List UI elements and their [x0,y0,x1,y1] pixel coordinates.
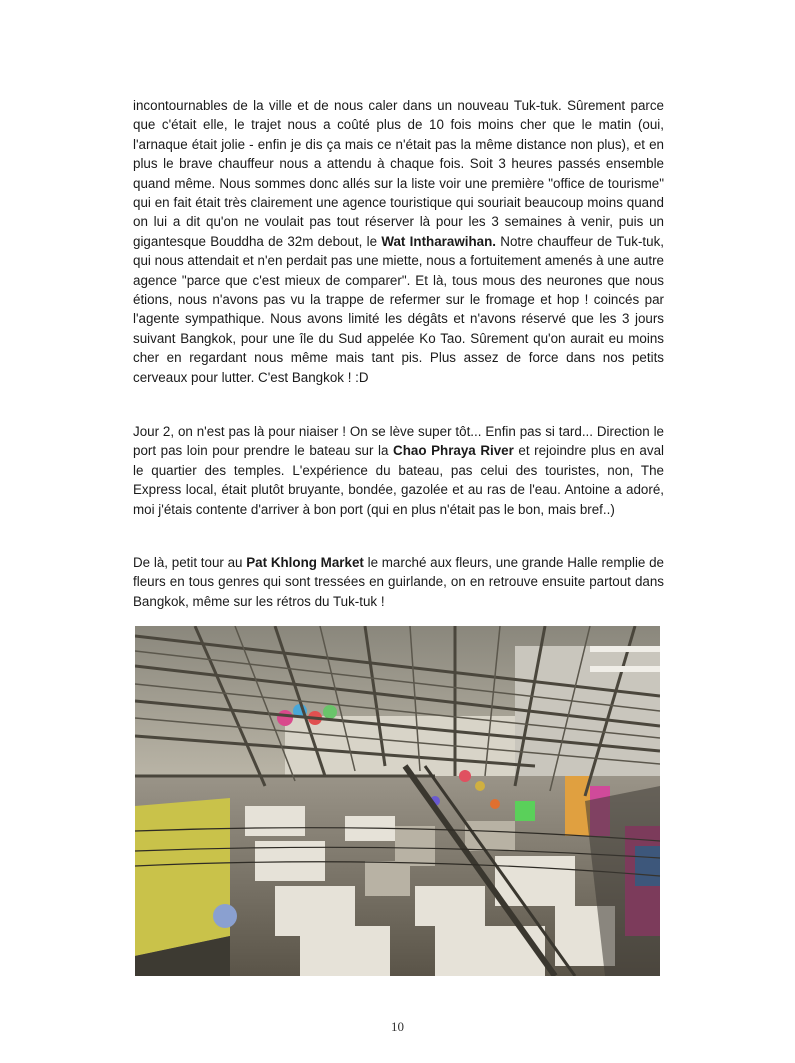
paragraph-1 [133,96,664,387]
chao-phraya-river-name: Chao Phraya River [393,443,514,459]
paragraph-3 [133,553,664,611]
paragraph-3-text-a: De là, petit tour au [133,555,247,570]
paragraph-2-text-a: Jour 2, on n'est pas là pour niaiser ! On se lève super tôt... Enfin pas si tard... Direction le port pas loin pour prendre le bateau sur la [133,424,664,459]
paragraph-1-text-a: incontournables de la ville et de nous caler dans un nouveau Tuk-tuk. Sûrement parce que c'était elle, le trajet nous a coûté plus de 10 fois moins cher que le matin (oui, l'arnaque était jolie - enfin je dis ça mais ce n'était pas la même distance non plus), et en plus le brave chauffeur nous a attendu à chaque fois. Soit 3 heures passés ensemble quand même. Nous sommes donc allés sur la liste voir une première "office de tourisme" qui en fait était très clairement une agence touristique qui souriait beaucoup moins quand on lui a dit qu'on ne voulait pas tout réserver là pour les 3 semaines à venir, puis un gigantesque Bouddha de 32m debout, le [133,98,664,249]
page-number: 10 [391,1019,404,1034]
paragraph-2-text-b: et rejoindre plus en aval le quartier des temples. L'expérience du bateau, pas celui des touristes, non, The Express local, était plutôt bruyante, bondée, gazolée et au ras de l'eau. Antoine a adoré, moi j'étais contente d'arriver à bon port (qui en plus n'était pas le bon, mais bref..) [133,443,664,517]
market-photo-illustration [135,626,660,976]
pat-khlong-market-name: Pat Khlong Market [246,555,364,570]
flower-market-photo [135,626,660,976]
paragraph-3-text-b: le marché aux fleurs, une grande Halle remplie de fleurs en tous genres qui sont tressées en guirlande, on en retrouve ensuite partout dans Bangkok, même sur les rétros du Tuk-tuk ! [133,555,665,609]
wat-intharawihan-name: Wat Intharawihan. [381,233,496,249]
paragraph-1-text-b: Notre chauffeur de Tuk-tuk, qui nous attendait et n'en perdait pas une miette, nous a fortuitement amenés à une autre agence "parce que c'est mieux de comparer". Et là, tous mous des neurones que nous étions, nous n'avons pas vu la trappe de refermer sur le fromage et hop ! coincés par l'agente sympathique. Nous avons limité les dégâts et n'avons réservé que les 3 jours suivant Bangkok, pour une île du Sud appelée Ko Tao. Sûrement qu'on aurait eu moins cher en regardant nous même mais tant pis. Plus assez de force dans nos petits cerveaux pour lutter. C'est Bangkok ! :D [133,233,664,385]
paragraph-2 [133,422,664,519]
